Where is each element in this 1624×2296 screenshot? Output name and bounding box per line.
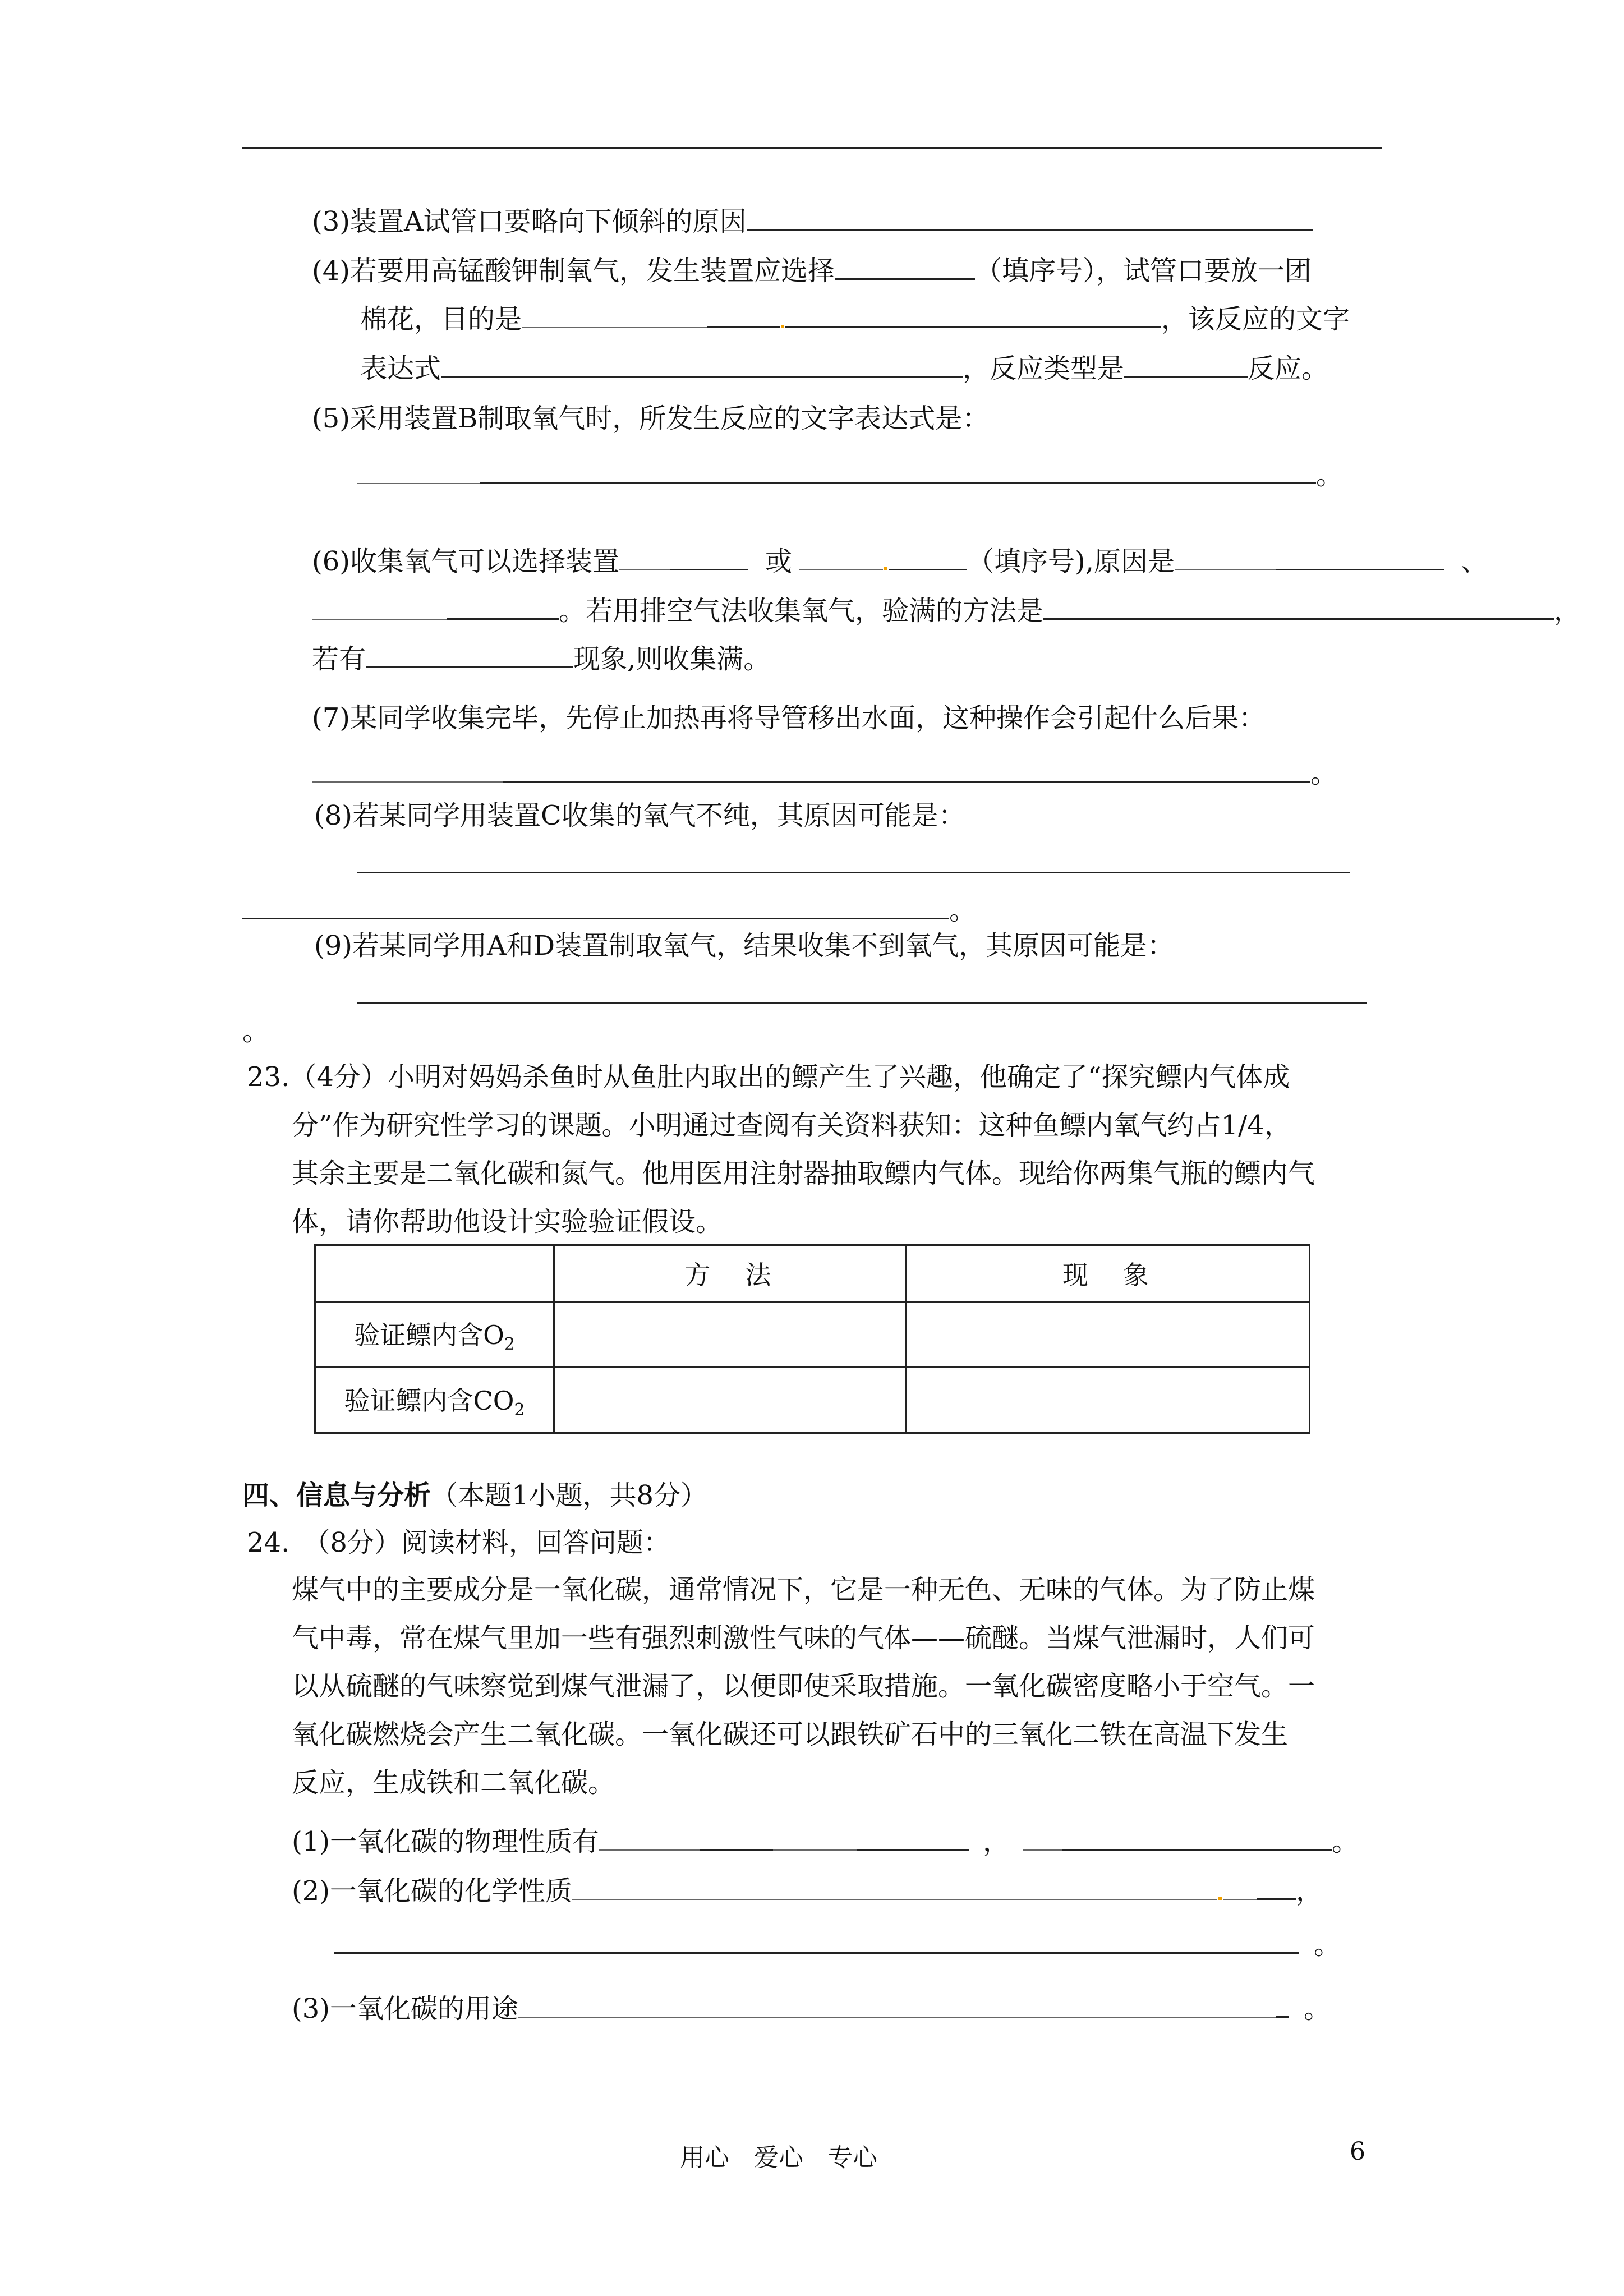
q5-answer-blank-a[interactable]: [357, 458, 480, 484]
q23-line-2: 分”作为研究性学习的课题。小明通过查阅有关资料获知：这种鱼鳔内氧气约占1/4，: [292, 1110, 1291, 1141]
row-label-o2: 验证鳔内含$O_2$: [315, 1302, 554, 1368]
q7-answer-blank-b[interactable]: [503, 756, 1310, 783]
q24-chemical-blank-b[interactable]: [1223, 1874, 1257, 1900]
q6-phenomenon-blank[interactable]: [366, 642, 573, 668]
q24-use-blank-b[interactable]: [1276, 1991, 1289, 2018]
q6-device-blank-a[interactable]: [619, 545, 670, 570]
q5-line-1: (5)采用装置B制取氧气时，所发生反应的文字表达式是：: [312, 403, 990, 434]
q8-line-2: [357, 847, 1350, 881]
q6-line-3: 若有 现象,则收集满。: [312, 642, 770, 676]
q24-paragraph-5: 反应，生成铁和二氧化碳。: [292, 1767, 615, 1798]
q24-sub-2: (2)一氧化碳的化学性质 ，: [292, 1874, 1323, 1908]
q9-line-1: (9)若某同学用A和D装置制取氧气，结果收集不到氧气，其原因可能是：: [314, 930, 1175, 961]
phenomenon-cell-o2[interactable]: [906, 1302, 1309, 1368]
q23-line-3: 其余主要是二氧化碳和氮气。他用医用注射器抽取鳔内气体。现给你两集气瓶的鳔内气: [292, 1158, 1315, 1189]
table-header-method: 方 法: [554, 1245, 907, 1302]
q24-chemical-blank-c[interactable]: [1257, 1874, 1296, 1900]
q6-device-blank-b[interactable]: [670, 544, 748, 570]
q24-physical-blank-a[interactable]: [599, 1825, 700, 1851]
q4-line-1: (4)若要用高锰酸钾制氧气，发生装置应选择 （填序号），试管口要放一团: [312, 254, 1312, 288]
q4-equation-blank[interactable]: [441, 351, 963, 378]
q24-sub-2-cont: 。: [334, 1927, 1341, 1962]
q24-paragraph-2: 气中毒，常在煤气里加一些有强烈刺激性气味的气体——硫醚。当煤气泄漏时，人们可: [292, 1622, 1315, 1654]
q4-purpose-blank-b[interactable]: [707, 302, 780, 328]
page-number: 6: [1350, 2137, 1365, 2166]
q6-reason-blank-c[interactable]: [312, 594, 447, 620]
q6-line-2: 。若用排空气法收集氧气，验满的方法是 ，: [312, 593, 1581, 628]
footer-motto: 用心 爱心 专心: [680, 2143, 877, 2172]
q24-paragraph-4: 氧化碳燃烧会产生二氧化碳。一氧化碳还可以跟铁矿石中的三氧化二铁在高温下发生: [292, 1719, 1289, 1750]
q4-line-3: 表达式 ，反应类型是 反应。: [360, 351, 1328, 385]
q6-reason-blank-d[interactable]: [447, 593, 559, 620]
q8-line-1: (8)若某同学用装置C收集的氧气不纯，其原因可能是：: [314, 800, 965, 831]
q7-answer-blank-a[interactable]: [312, 757, 503, 783]
q6-device-blank-d[interactable]: [889, 544, 967, 570]
q8-answer-blank-a[interactable]: [357, 847, 1350, 873]
q5-answer-blank-b[interactable]: [480, 458, 1316, 484]
table-header-phenomenon: 现 象: [906, 1245, 1309, 1302]
table-row: [315, 1302, 1310, 1368]
q24-physical-blank-e[interactable]: [1023, 1825, 1062, 1851]
q24-paragraph-3: 以从硫醚的气味察觉到煤气泄漏了，以便即使采取措施。一氧化碳密度略小于空气。一: [292, 1671, 1315, 1702]
q24-sub-3: (3)一氧化碳的用途 。: [292, 1991, 1331, 2026]
mark-dot: [781, 325, 784, 328]
q3-answer-blank[interactable]: [747, 204, 1313, 231]
q24-physical-blank-c[interactable]: [773, 1825, 857, 1851]
q4-purpose-blank-a[interactable]: [522, 302, 707, 328]
table-row: [315, 1368, 1310, 1433]
q6-line-1: (6)收集氧气可以选择装置 或 （填序号),原因是 、: [312, 544, 1488, 578]
q8-answer-blank-b[interactable]: [242, 893, 949, 919]
q6-reason-blank-a[interactable]: [1175, 545, 1276, 570]
q8-line-3: 。: [242, 893, 976, 927]
q23-line-4: 体，请你帮助他设计实验验证假设。: [292, 1206, 723, 1237]
q23-line-1: 23.（4分）小明对妈妈杀鱼时从鱼肚内取出的鳔产生了兴趣，他确定了“探究鳔内气体成: [247, 1061, 1290, 1093]
q24-line-1: 24. （8分）阅读材料，回答问题：: [247, 1527, 670, 1558]
q3-line: (3)装置A试管口要略向下倾斜的原因: [312, 204, 1313, 238]
section-4-heading: 四、信息与分析（本题1小题，共8分）: [242, 1480, 708, 1511]
q4-device-blank[interactable]: [835, 254, 975, 280]
q24-chemical-blank-d[interactable]: [334, 1927, 1299, 1954]
table-header-row: [315, 1245, 1310, 1302]
header-rule: [242, 147, 1382, 149]
q4-line-2: 棉花，目的是 ，该反应的文字: [360, 302, 1350, 336]
mark-dot: [884, 567, 887, 570]
q6-check-method-blank[interactable]: [1043, 593, 1554, 620]
q24-chemical-blank-a[interactable]: [572, 1874, 1217, 1900]
mark-dot: [1218, 1897, 1222, 1900]
q24-physical-blank-f[interactable]: [1062, 1824, 1332, 1851]
q24-physical-blank-d[interactable]: [857, 1824, 969, 1851]
q6-reason-blank-b[interactable]: [1276, 544, 1444, 570]
q7-line-2: 。: [312, 756, 1337, 790]
q7-line-1: (7)某同学收集完毕，先停止加热再将导管移出水面，这种操作会引起什么后果：: [312, 702, 1266, 734]
method-cell-co2[interactable]: [554, 1368, 907, 1433]
method-cell-o2[interactable]: [554, 1302, 907, 1368]
q6-device-blank-c[interactable]: [799, 545, 883, 570]
phenomenon-cell-co2[interactable]: [906, 1368, 1309, 1433]
q4-reaction-type-blank[interactable]: [1124, 351, 1248, 378]
q24-use-blank-a[interactable]: [518, 1992, 1276, 2018]
q9-line-2: [357, 977, 1367, 1011]
table-header-empty: [315, 1245, 554, 1302]
q24-paragraph-1: 煤气中的主要成分是一氧化碳，通常情况下，它是一种无色、无味的气体。为了防止煤: [292, 1574, 1315, 1605]
experiment-table: [314, 1244, 1310, 1434]
q5-line-2: 。: [357, 458, 1343, 492]
q9-line-3: 。: [242, 1015, 270, 1047]
q24-sub-1: (1)一氧化碳的物理性质有 ， 。: [292, 1824, 1359, 1858]
row-label-co2: 验证鳔内含$CO_2$: [315, 1368, 554, 1433]
q24-physical-blank-b[interactable]: [700, 1824, 773, 1851]
q9-answer-blank[interactable]: [357, 977, 1367, 1004]
q4-purpose-blank-c[interactable]: [785, 302, 1161, 328]
